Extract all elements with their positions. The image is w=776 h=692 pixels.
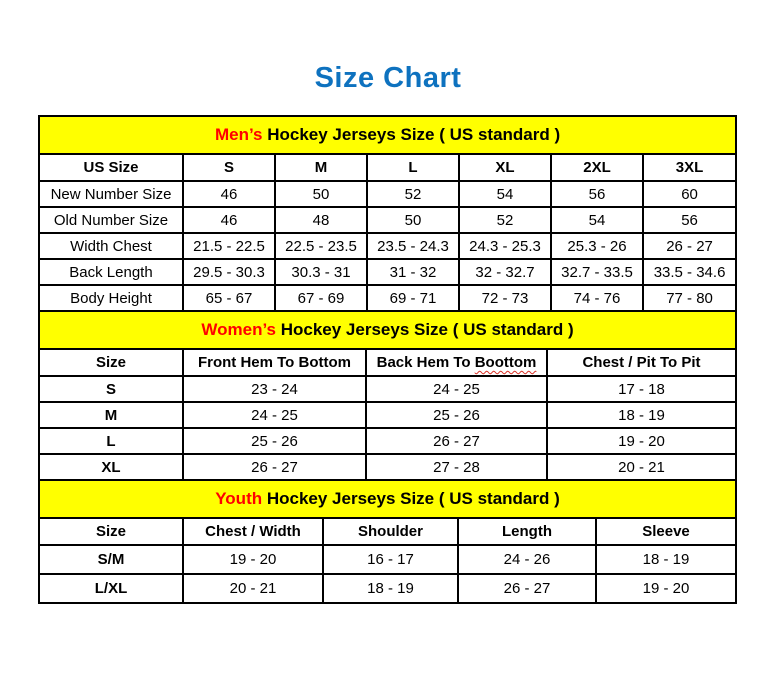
row-label: L bbox=[39, 428, 183, 454]
youth-section-title: Hockey Jerseys Size ( US standard ) bbox=[262, 489, 560, 508]
mens-col-l: L bbox=[367, 154, 459, 181]
table-cell: 21.5 - 22.5 bbox=[183, 233, 275, 259]
table-row-new-number-size bbox=[39, 181, 736, 207]
mens-section-highlight: Men’s bbox=[214, 125, 263, 144]
table-cell: 26 - 27 bbox=[458, 574, 596, 603]
table-cell: 33.5 - 34.6 bbox=[643, 259, 736, 285]
row-label: L/XL bbox=[39, 574, 183, 603]
table-cell: 18 - 19 bbox=[596, 545, 736, 574]
womens-section-header bbox=[39, 311, 736, 349]
row-label: Back Length bbox=[39, 259, 183, 285]
row-label: New Number Size bbox=[39, 181, 183, 207]
table-row-womens-l bbox=[39, 428, 736, 454]
mens-size-table bbox=[38, 115, 737, 312]
youth-section-highlight: Youth bbox=[215, 489, 263, 508]
back-hem-label-prefix: Back Hem To bbox=[376, 354, 475, 371]
mens-section-header-row bbox=[39, 116, 736, 154]
youth-column-header-row bbox=[39, 518, 736, 545]
youth-size-table bbox=[38, 479, 737, 604]
table-cell: 23 - 24 bbox=[183, 376, 366, 402]
mens-col-s: S bbox=[183, 154, 275, 181]
table-row-womens-xl bbox=[39, 454, 736, 480]
back-hem-misspelled-word: Boottom bbox=[474, 354, 537, 371]
table-row-width-chest bbox=[39, 233, 736, 259]
youth-col-shoulder: Shoulder bbox=[323, 518, 458, 545]
row-label: S/M bbox=[39, 545, 183, 574]
womens-col-back-hem bbox=[366, 349, 547, 376]
table-cell: 54 bbox=[459, 181, 551, 207]
table-cell: 48 bbox=[275, 207, 367, 233]
row-label: S bbox=[39, 376, 183, 402]
womens-col-front-hem: Front Hem To Bottom bbox=[183, 349, 366, 376]
table-row-womens-m bbox=[39, 402, 736, 428]
row-label: Body Height bbox=[39, 285, 183, 311]
mens-col-m: M bbox=[275, 154, 367, 181]
table-cell: 20 - 21 bbox=[183, 574, 323, 603]
table-cell: 31 - 32 bbox=[367, 259, 459, 285]
row-label: Width Chest bbox=[39, 233, 183, 259]
table-cell: 30.3 - 31 bbox=[275, 259, 367, 285]
table-cell: 65 - 67 bbox=[183, 285, 275, 311]
mens-col-3xl: 3XL bbox=[643, 154, 736, 181]
table-cell: 25 - 26 bbox=[183, 428, 366, 454]
youth-col-chest-width: Chest / Width bbox=[183, 518, 323, 545]
womens-col-size: Size bbox=[39, 349, 183, 376]
table-cell: 54 bbox=[551, 207, 643, 233]
womens-section-title: Hockey Jerseys Size ( US standard ) bbox=[276, 320, 574, 339]
table-cell: 27 - 28 bbox=[366, 454, 547, 480]
table-cell: 72 - 73 bbox=[459, 285, 551, 311]
table-cell: 69 - 71 bbox=[367, 285, 459, 311]
table-cell: 18 - 19 bbox=[323, 574, 458, 603]
table-cell: 60 bbox=[643, 181, 736, 207]
table-cell: 56 bbox=[551, 181, 643, 207]
table-cell: 18 - 19 bbox=[547, 402, 736, 428]
youth-col-length: Length bbox=[458, 518, 596, 545]
size-chart-container bbox=[38, 115, 735, 604]
table-cell: 46 bbox=[183, 181, 275, 207]
table-row-womens-s bbox=[39, 376, 736, 402]
mens-col-xl: XL bbox=[459, 154, 551, 181]
table-cell: 24 - 25 bbox=[366, 376, 547, 402]
womens-section-header-row bbox=[39, 311, 736, 349]
table-cell: 77 - 80 bbox=[643, 285, 736, 311]
mens-column-header-row bbox=[39, 154, 736, 181]
table-row-youth-lxl bbox=[39, 574, 736, 603]
table-cell: 24.3 - 25.3 bbox=[459, 233, 551, 259]
table-row-body-height bbox=[39, 285, 736, 311]
table-cell: 19 - 20 bbox=[183, 545, 323, 574]
table-cell: 67 - 69 bbox=[275, 285, 367, 311]
table-cell: 25.3 - 26 bbox=[551, 233, 643, 259]
table-cell: 22.5 - 23.5 bbox=[275, 233, 367, 259]
table-cell: 32.7 - 33.5 bbox=[551, 259, 643, 285]
table-cell: 19 - 20 bbox=[596, 574, 736, 603]
table-cell: 74 - 76 bbox=[551, 285, 643, 311]
table-cell: 25 - 26 bbox=[366, 402, 547, 428]
table-cell: 19 - 20 bbox=[547, 428, 736, 454]
youth-col-sleeve: Sleeve bbox=[596, 518, 736, 545]
table-row-back-length bbox=[39, 259, 736, 285]
table-cell: 52 bbox=[367, 181, 459, 207]
mens-section-header bbox=[39, 116, 736, 154]
table-cell: 16 - 17 bbox=[323, 545, 458, 574]
table-cell: 20 - 21 bbox=[547, 454, 736, 480]
table-cell: 29.5 - 30.3 bbox=[183, 259, 275, 285]
table-cell: 50 bbox=[275, 181, 367, 207]
table-cell: 56 bbox=[643, 207, 736, 233]
table-row-youth-sm bbox=[39, 545, 736, 574]
table-row-old-number-size bbox=[39, 207, 736, 233]
table-cell: 26 - 27 bbox=[183, 454, 366, 480]
table-cell: 32 - 32.7 bbox=[459, 259, 551, 285]
table-cell: 26 - 27 bbox=[643, 233, 736, 259]
table-cell: 26 - 27 bbox=[366, 428, 547, 454]
youth-col-size: Size bbox=[39, 518, 183, 545]
mens-col-us-size: US Size bbox=[39, 154, 183, 181]
row-label: M bbox=[39, 402, 183, 428]
table-cell: 24 - 25 bbox=[183, 402, 366, 428]
row-label: XL bbox=[39, 454, 183, 480]
youth-section-header bbox=[39, 480, 736, 518]
table-cell: 52 bbox=[459, 207, 551, 233]
mens-col-2xl: 2XL bbox=[551, 154, 643, 181]
womens-column-header-row bbox=[39, 349, 736, 376]
table-cell: 24 - 26 bbox=[458, 545, 596, 574]
womens-col-chest: Chest / Pit To Pit bbox=[547, 349, 736, 376]
table-cell: 17 - 18 bbox=[547, 376, 736, 402]
row-label: Old Number Size bbox=[39, 207, 183, 233]
womens-size-table bbox=[38, 310, 737, 481]
womens-section-highlight: Women’s bbox=[201, 320, 276, 339]
table-cell: 50 bbox=[367, 207, 459, 233]
table-cell: 46 bbox=[183, 207, 275, 233]
mens-section-title: Hockey Jerseys Size ( US standard ) bbox=[262, 125, 561, 144]
table-cell: 23.5 - 24.3 bbox=[367, 233, 459, 259]
youth-section-header-row bbox=[39, 480, 736, 518]
page-title: Size Chart bbox=[314, 62, 462, 94]
